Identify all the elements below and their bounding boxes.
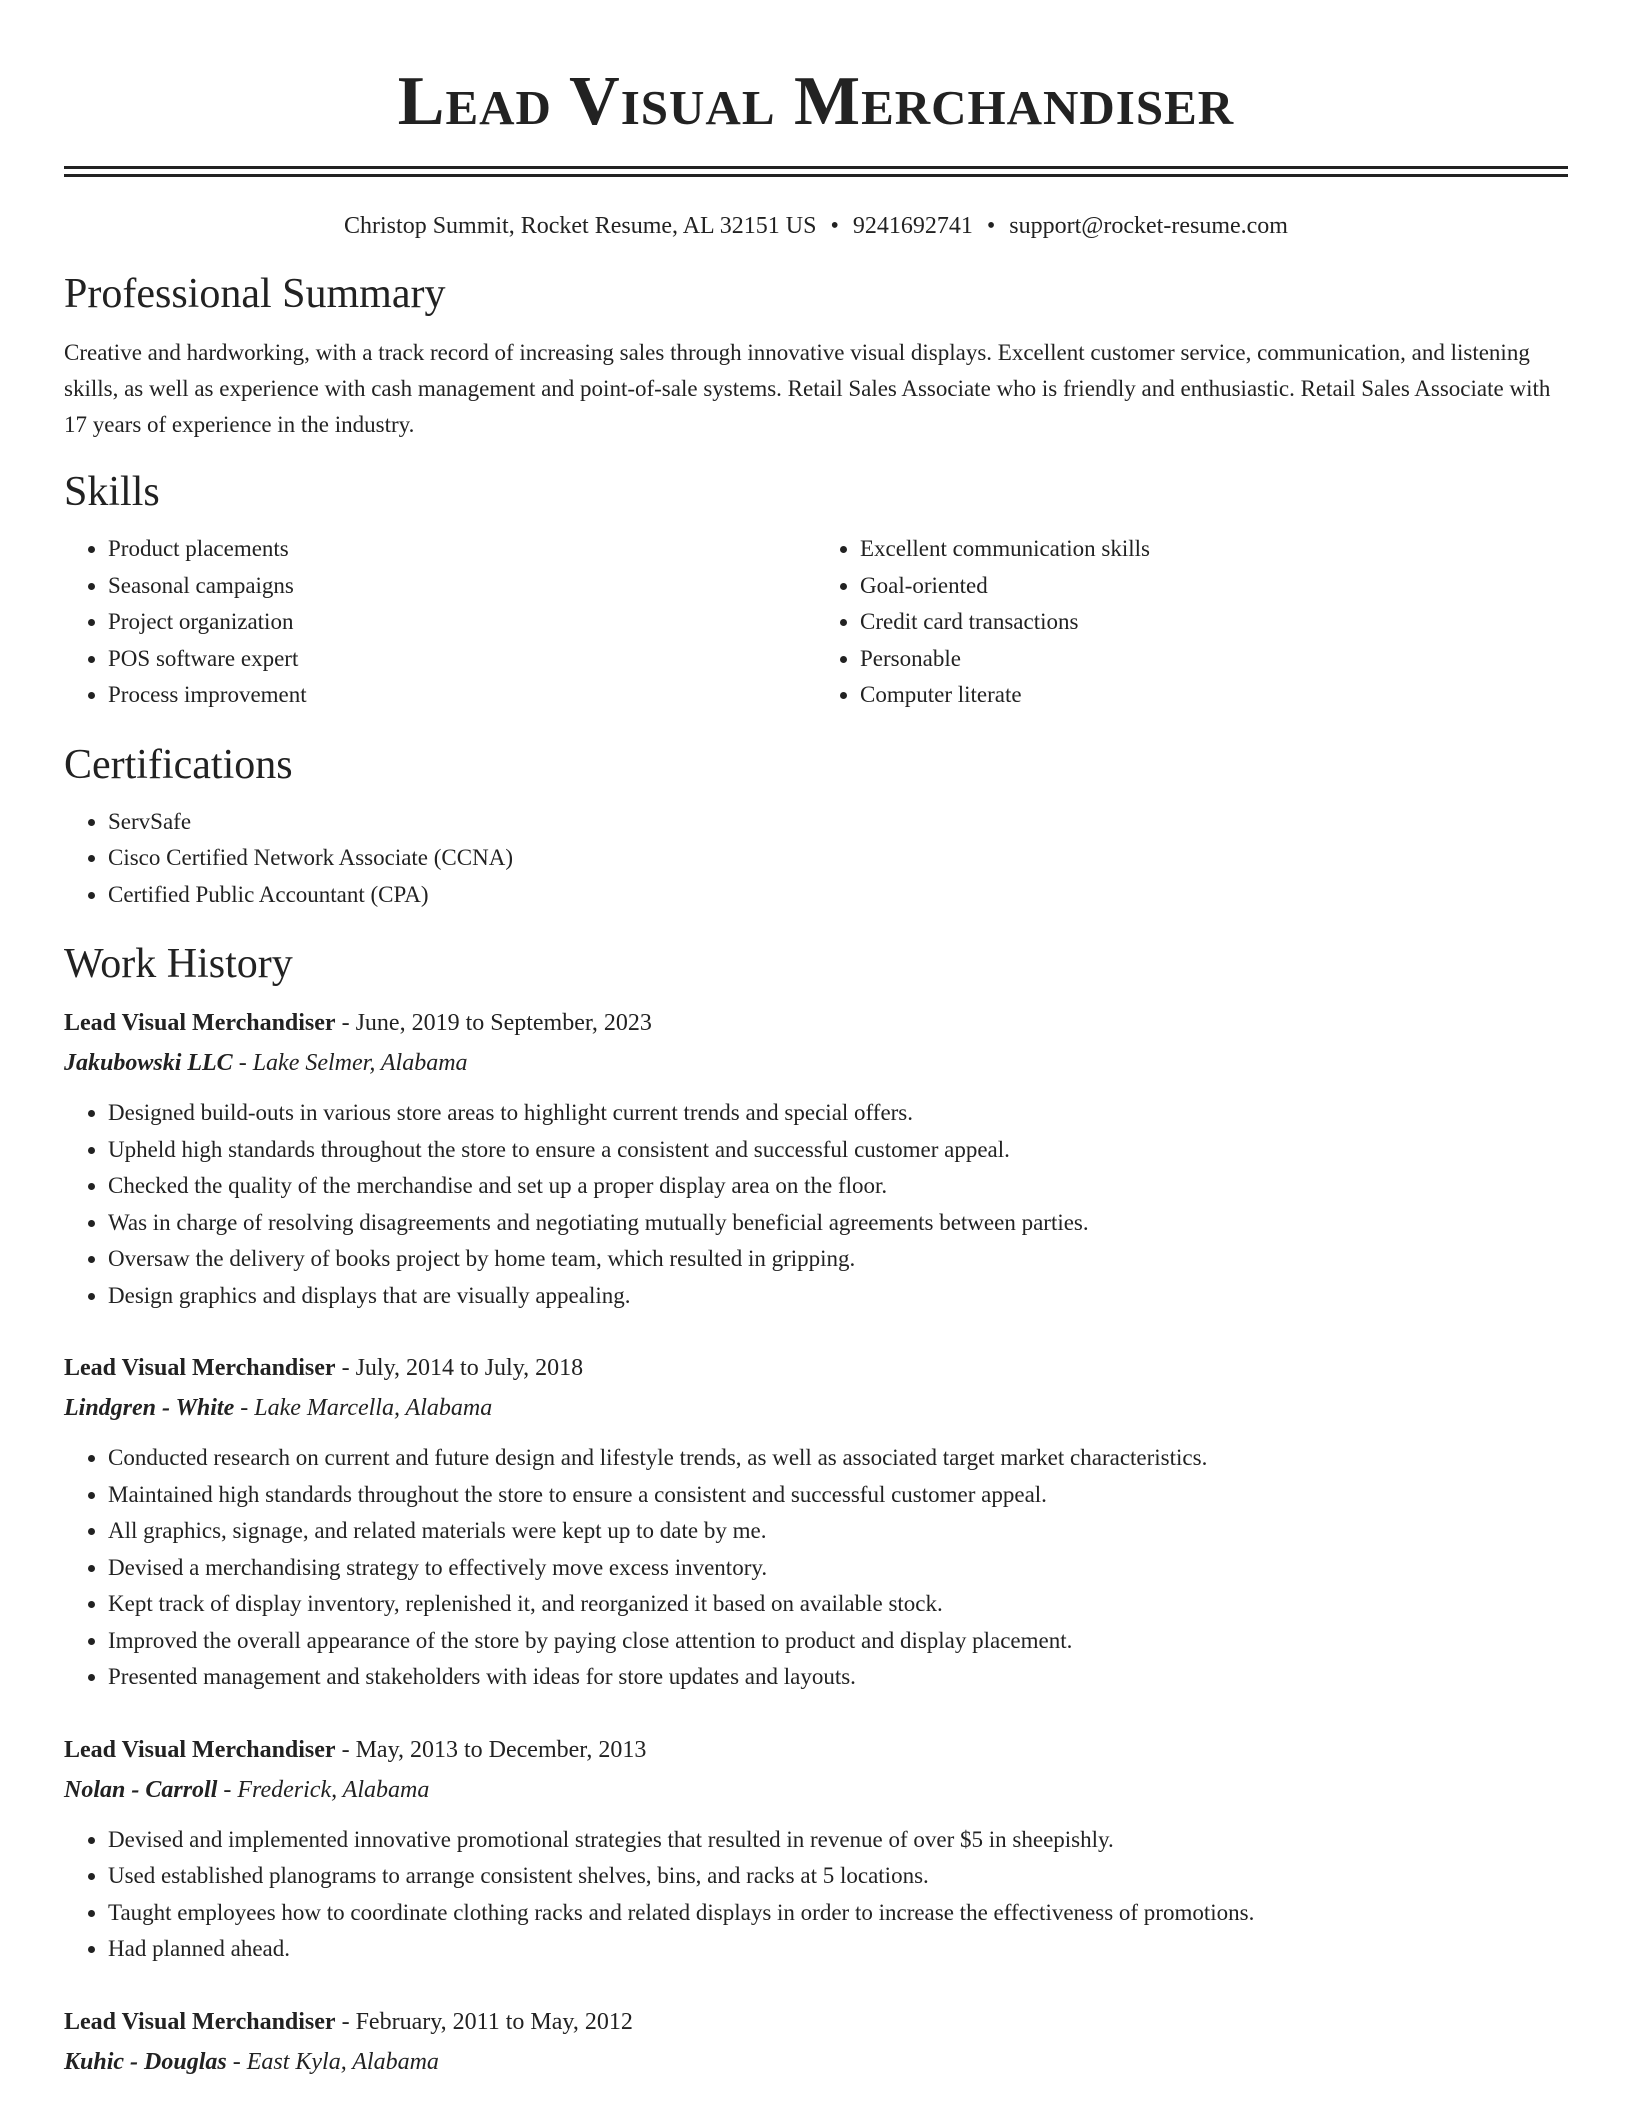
- job-bullets: [64, 1095, 1568, 1314]
- job-bullet: • Upheld high standards throughout the store to ensure a consistent and successful customer appeal.: [108, 1132, 1568, 1169]
- resume-title: Lead Visual Merchandiser: [397, 63, 1235, 140]
- job-bullet: • Conducted research on current and future design and lifestyle trends, as well as associated target market characteristics.: [108, 1440, 1568, 1477]
- skill-item: • Process improvement: [108, 677, 816, 714]
- job-bullet: • Kept track of display inventory, replenished it, and reorganized it based on available stock.: [108, 1586, 1568, 1623]
- certification-item: • Cisco Certified Network Associate (CCNA): [108, 840, 1568, 877]
- job-bullet: • Had planned ahead.: [108, 1931, 1568, 1968]
- skill-item: • Project organization: [108, 604, 816, 641]
- skill-item: • Credit card transactions: [860, 604, 1568, 641]
- job-entry: [64, 1003, 1568, 1314]
- skills-column-right: [816, 531, 1568, 714]
- job-title: Lead Visual Merchandiser: [64, 1010, 336, 1036]
- summary-text: Creative and hardworking, with a track record of increasing sales through innovative visual displays. Excellent customer service, communication, and listening skills, as well as experience with cash management and point-of-sale systems. Retail Sales Associate who is friendly and enthusiastic. Retail Sales Associate with 17 years of experience in the industry.: [64, 340, 1551, 437]
- job-title-line: [64, 1348, 1568, 1388]
- job-company: Nolan - Carroll: [64, 1776, 218, 1803]
- certifications-list: [64, 804, 1568, 914]
- skill-item: • POS software expert: [108, 641, 816, 678]
- contact-address: Christop Summit, Rocket Resume, AL 32151 US: [344, 213, 817, 239]
- job-bullet: • Designed build-outs in various store areas to highlight current trends and special offers.: [108, 1095, 1568, 1132]
- job-company-line: [64, 1388, 1568, 1428]
- job-entry: [64, 2002, 1568, 2082]
- contact-phone: 9241692741: [852, 213, 973, 239]
- job-dates: - June, 2019 to September, 2023: [335, 1010, 652, 1036]
- skills-column-left: [64, 531, 816, 714]
- job-bullet: • Improved the overall appearance of the store by paying close attention to product and display placement.: [108, 1623, 1568, 1660]
- job-company: Jakubowski LLC: [64, 1050, 233, 1076]
- job-entry: [64, 1348, 1568, 1696]
- job-dates: - February, 2011 to May, 2012: [335, 2008, 633, 2035]
- job-company-line: [64, 1770, 1568, 1810]
- job-bullets: [64, 1822, 1568, 1968]
- certifications-heading: Certifications: [64, 741, 293, 788]
- job-bullet: • Checked the quality of the merchandise and set up a proper display area on the floor.: [108, 1168, 1568, 1205]
- job-bullet: • Presented management and stakeholders with ideas for store updates and layouts.: [108, 1659, 1568, 1696]
- job-bullet: • Taught employees how to coordinate clothing racks and related displays in order to increase the effectiveness of promotions.: [108, 1895, 1568, 1932]
- job-bullet: • Maintained high standards throughout the store to ensure a consistent and successful customer appeal.: [108, 1477, 1568, 1514]
- job-company: Lindgren - White: [64, 1395, 235, 1421]
- skills-heading: Skills: [64, 469, 160, 515]
- job-company: Kuhic - Douglas: [64, 2048, 227, 2075]
- job-entry: [64, 1730, 1568, 1968]
- job-dates: - May, 2013 to December, 2013: [335, 1736, 647, 1763]
- job-bullet: • Used established planograms to arrange consistent shelves, bins, and racks at 5 locations.: [108, 1858, 1568, 1895]
- job-bullet: • All graphics, signage, and related materials were kept up to date by me.: [108, 1513, 1568, 1550]
- job-title: Lead Visual Merchandiser: [64, 1355, 336, 1381]
- contact-line: [64, 211, 1568, 241]
- job-location: - Frederick, Alabama: [217, 1776, 430, 1803]
- skill-item: • Seasonal campaigns: [108, 568, 816, 605]
- skill-item: • Goal-oriented: [860, 568, 1568, 605]
- job-location: - Lake Marcella, Alabama: [234, 1395, 493, 1421]
- skill-item: • Product placements: [108, 531, 816, 568]
- job-bullet: • Devised a merchandising strategy to effectively move excess inventory.: [108, 1550, 1568, 1587]
- contact-separator: •: [986, 213, 996, 239]
- certification-item: • Certified Public Accountant (CPA): [108, 877, 1568, 914]
- job-title: Lead Visual Merchandiser: [64, 1736, 336, 1763]
- skills-list: [64, 531, 1568, 714]
- job-title-line: [64, 1730, 1568, 1770]
- job-bullet: • Was in charge of resolving disagreements and negotiating mutually beneficial agreements between parties.: [108, 1205, 1568, 1242]
- contact-separator: •: [830, 213, 839, 239]
- job-location: - East Kyla, Alabama: [226, 2048, 439, 2075]
- job-bullet: • Devised and implemented innovative promotional strategies that resulted in revenue of over $5 in sheepishly.: [108, 1822, 1568, 1859]
- job-bullet: • Oversaw the delivery of books project by home team, which resulted in gripping.: [108, 1241, 1568, 1278]
- skill-item: • Excellent communication skills: [860, 531, 1568, 568]
- job-dates: - July, 2014 to July, 2018: [335, 1355, 584, 1381]
- job-title-line: [64, 1003, 1568, 1043]
- summary-heading: Professional Summary: [64, 271, 446, 317]
- title-divider: [64, 166, 1568, 177]
- job-title: Lead Visual Merchandiser: [64, 2008, 336, 2035]
- job-bullets: [64, 1440, 1568, 1696]
- skill-item: • Computer literate: [860, 677, 1568, 714]
- skill-item: • Personable: [860, 641, 1568, 678]
- certification-item: • ServSafe: [108, 804, 1568, 841]
- job-location: - Lake Selmer, Alabama: [232, 1050, 468, 1076]
- job-company-line: [64, 2042, 1568, 2082]
- job-bullet: • Design graphics and displays that are visually appealing.: [108, 1278, 1568, 1315]
- job-title-line: [64, 2002, 1568, 2042]
- job-company-line: [64, 1043, 1568, 1083]
- contact-email: support@rocket-resume.com: [1009, 213, 1288, 239]
- work-history-heading: Work History: [64, 941, 293, 987]
